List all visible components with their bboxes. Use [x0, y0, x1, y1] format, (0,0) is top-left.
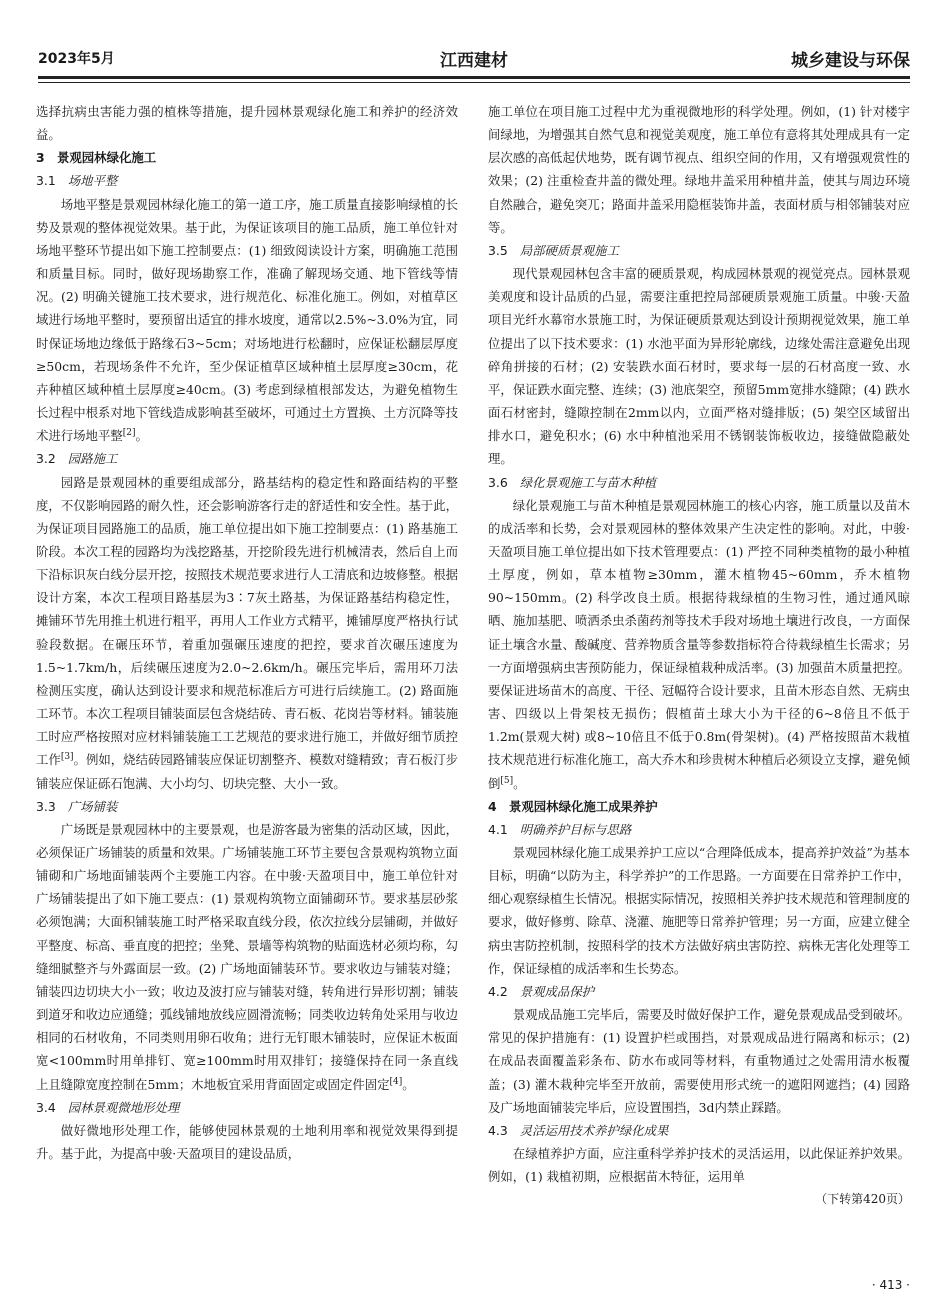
section-3-2-text-2: 。例如，烧结砖园路铺装应保证切割整齐、模数对缝精致；青石板汀步铺装应保证砾石饱满、大小均匀、切块完整、大小一致。: [36, 752, 459, 791]
section-3-2-text: 园路是景观园林的重要组成部分，路基结构的稳定性和路面结构的平整度，不仅影响园路的耐久性，还会影响游客行走的舒适性和安全性。基于此，为保证项目园路施工的品质，施工单位提出如下施工控制要点：(1) 路基施工阶段。本次工程的园路均为浅挖路基，开挖阶段先进行机械清表，然后自上而下沿标识灰白线分层开挖，按照技术规范要求进行人工清底和边坡修整。根据设计方案，本次工程项目路基层为3∶7灰土路基，为保证路基结构稳定性，摊铺环节先用推土机进行粗平，再用人工作业方式精平，摊铺厚度严格执行试验段数据。在碾压环节，着重加强碾压速度的把控，要求首次碾压速度为1.5~1.7km/h，后续碾压速度为2.0~2.6km/h。碾压完毕后，需用环刀法检测压实度，确认达到设计要求和规范标准后方可进行后续施工。(2) 路面施工环节。本次工程项目铺装面层包含烧结砖、青石板、花岗岩等材料。铺装施工时应严格按照对应材料铺装施工工艺规范的要求进行施工，并做好细节质控工作: [36, 474, 458, 768]
section-4-2-number: 4.2: [488, 983, 508, 999]
section-3-3-end: 。: [402, 1076, 415, 1092]
section-3-5-number: 3.5: [488, 242, 508, 258]
section-4-1-title: 明确养护目标与思路: [519, 821, 632, 837]
section-4-3-number: 4.3: [488, 1122, 508, 1138]
right-column: [488, 100, 910, 1212]
section-4-2-paragraph: 景观成品施工完毕后，需要及时做好保护工作，避免景观成品受到破坏。常见的保护措施有：(1) 设置护栏或围挡，对景观成品进行隔离和标示；(2) 在成品表面覆盖彩条布、防水布或同等材料，有重物通过之处需用清水板覆盖；(3) 灌木栽种完毕至开放前，需要使用形式统一的遮阳网遮挡；(4) 园路及广场地面铺装完毕后，应设置围挡，3d内禁止踩踏。: [488, 1007, 910, 1115]
section-4-3-heading: [488, 1119, 910, 1142]
header-rule-thin: [38, 82, 910, 83]
section-3-heading: 3 景观园林绿化施工: [36, 150, 157, 166]
section-3-6-text: 绿化景观施工与苗木种植是景观园林施工的核心内容，施工质量以及苗木的成活率和长势，会对景观园林的整体效果产生决定性的影响。对此，中骏·天盈项目施工单位提出如下技术管理要点：(1) 严控不同种类植物的最小种植土厚度，例如，草本植物≥30mm，灌木植物45~60mm，乔木植物90~150mm。(2) 科学改良土质。根据待栽绿植的生物习性，通过通风晾晒、施加基肥、喷洒杀虫杀菌药剂等技术手段对场地土壤进行改良，一方面保证土壤含水量、酸碱度、营养物质含量等参数指标符合待栽绿植生长需求；另一方面增强病虫害预防能力，保证绿植栽种成活率。(3) 加强苗木质量把控。要保证进场苗木的高度、干径、冠幅符合设计要求，且苗木形态自然、无病虫害、四级以上骨架枝无损伤；假植苗土球大小为干径的6~8倍且不低于1.2m(景观大树) 或8~10倍且不低于0.8m(骨架树)。(4) 严格按照苗木栽植技术规范进行标准化施工，高大乔木和珍贵树木种植后必须设立支撑，避免倾倒: [488, 497, 910, 791]
section-3-5-paragraph: 现代景观园林包含丰富的硬质景观，构成园林景观的视觉亮点。园林景观美观度和设计品质的凸显，需要注重把控局部硬质景观施工质量。中骏·天盈项目光纤水幕帘水景施工时，为保证硬质景观达到设计预期视觉效果，施工单位提出了以下技术要求：(1) 水池平面为异形轮廓线，边缘处需注意避免出现碎角拼接的石材；(2) 安装跌水面石材时，要求每一层的石材高度一致、水平，保证跌水面完整、连续；(3) 池底架空，预留5mm宽排水缝隙；(4) 跌水面石材密封，缝隙控制在2mm以内，立面严格对缝排版；(5) 架空区域留出排水口，避免积水；(6) 水中种植池采用不锈钢装饰板收边，接缝做隐蔽处理。: [488, 266, 910, 467]
section-4-1-heading: [488, 818, 910, 841]
section-3-3-text: 广场既是景观园林中的主要景观，也是游客最为密集的活动区域，因此，必须保证广场铺装的质量和效果。广场铺装施工环节主要包含景观构筑物立面铺砌和广场地面铺装两个主要施工内容。在中骏·天盈项目中，施工单位针对广场铺装提出了如下施工要点：(1) 景观构筑物立面铺砌环节。要求基层砂浆必须饱满；大面积铺装施工时严格采取直线分段，依次拉线分层铺砌，并做好平整度、标高、垂直度的把控；坐凳、景墙等构筑物的贴面选材必须均称，勾缝细腻整齐与外露面层一致。(2) 广场地面铺装环节。要求收边与铺装对缝；铺装四边切块大小一致；收边及波打应与铺装对缝，转角进行异形切割；铺装到道牙和收边应通缝；弧线铺地放线应圆滑流畅；同类收边转角处采用与收边相同的石材收角，不同类则用卵石收角；进行无钉眼木铺装时，应保证木板面宽<100mm时用单排钉、宽≥100mm时用双排钉；接缝保持在同一条直线上且缝隙宽度控制在5mm；木地板宜采用背面固定或固定件固定: [36, 821, 458, 1092]
section-3-1-end: 。: [135, 428, 148, 444]
section-4-2-heading: [488, 980, 910, 1003]
section-3-2-heading: [36, 447, 458, 470]
section-3-2-title: 园路施工: [67, 451, 118, 467]
citation-4: [4]: [389, 1076, 403, 1087]
section-4-2-title: 景观成品保护: [519, 983, 595, 999]
section-3-1-title: 场地平整: [67, 173, 118, 189]
issue-date: 2023年5月: [38, 51, 115, 67]
section-4-1-number: 4.1: [488, 821, 508, 837]
section-3-4-number: 3.4: [36, 1099, 56, 1115]
section-4-3-paragraph: 在绿植养护方面，应注重科学养护技术的灵活运用，以此保证养护效果。例如，(1) 栽植初期，应根据苗木特征，运用单: [488, 1146, 910, 1185]
left-column: [36, 100, 458, 1165]
section-3-3-title: 广场铺装: [67, 798, 118, 814]
section-3-6-title: 绿化景观施工与苗木种植: [519, 474, 657, 490]
section-3-5-title: 局部硬质景观施工: [519, 242, 619, 258]
section-3-3-number: 3.3: [36, 798, 56, 814]
page-number: · 413 ·: [871, 1278, 910, 1292]
section-3-4-title: 园林景观微地形处理: [67, 1099, 180, 1115]
section-3-4-paragraph: 做好微地形处理工作，能够使园林景观的土地利用率和视觉效果得到提升。基于此，为提高中骏·天盈项目的建设品质，: [36, 1122, 458, 1162]
section-3-2-number: 3.2: [36, 451, 56, 467]
citation-5: [5]: [500, 775, 514, 786]
continued-note: （下转第420页）: [815, 1192, 910, 1207]
section-3-6-heading: [488, 471, 910, 494]
section-4-heading: 4 景观园林绿化施工成果养护: [488, 798, 658, 814]
section-3-3-heading: [36, 795, 458, 818]
section-3-3-paragraph: [36, 818, 458, 1096]
citation-2: [2]: [122, 428, 136, 439]
section-4-1-paragraph: 景观园林绿化施工成果养护工应以“合理降低成本，提高养护效益”为基本目标，明确“以防为主，科学养护”的工作思路。一方面要在日常养护工作中，细心观察绿植生长情况。根据实际情况，按照相关养护技术规范和管理制度的要求，做好修剪、除草、浇灌、施肥等日常养护管理；另一方面，应建立健全病虫害防控机制，按照科学的技术方法做好病虫害防控、病株无害化处理等工作，保证绿植的成活率和生长势态。: [488, 845, 910, 976]
section-3-1-text: 场地平整是景观园林绿化施工的第一道工序，施工质量直接影响绿植的长势及景观的整体视觉效果。基于此，为保证该项目的施工品质，施工单位针对场地平整环节提出如下施工控制要点：(1) 细致阅读设计方案，明确施工范围和质量目标。同时，做好现场勘察工作，准确了解现场交通、地下管线等情况。(2) 明确关键施工技术要求，进行规范化、标准化施工。例如，对植草区域进行场地平整时，要预留出适宜的排水坡度，通常以2.5%~3.0%为宜，同时保证场地边缘低于路缘石3~5cm；对场地进行松翻时，应保证松翻层厚度≥50cm，若现场条件不允许，至少保证植草区域种植土层厚度≥30cm，花卉种植区域种植土层厚度≥40cm。(3) 考虑到绿植根部发达，为避免植物生长过程中根系对地下管线造成影响甚至破坏，可通过土方置换、土方沉降等技术进行场地平整: [36, 196, 458, 444]
section-3-6-paragraph: [488, 494, 910, 795]
section-3-2-paragraph: [36, 471, 458, 795]
section-3-1-number: 3.1: [36, 173, 56, 189]
section-4-3-title: 灵活运用技术养护绿化成果: [519, 1122, 669, 1138]
section-3-4-heading: [36, 1096, 458, 1119]
page-header: [38, 48, 910, 74]
citation-3: [3]: [60, 752, 74, 763]
section-3-1-paragraph: [36, 193, 458, 448]
journal-name: 江西建材: [440, 51, 508, 71]
header-rule-thick: [38, 76, 910, 79]
section-3-1-heading: [36, 169, 458, 192]
section-3-4-continued-paragraph: 施工单位在项目施工过程中尤为重视微地形的科学处理。例如，(1) 针对楼宇间绿地，为增强其自然气息和视觉美观度，施工单位有意将其处理成具有一定层次感的高低起伏地势，既有调节视点、组织空间的作用，又有增强观赏性的效果；(2) 注重检查井盖的微处理。绿地井盖采用种植井盖，使其与周边环境自然融合，避免突兀；路面井盖采用隐框装饰井盖，表面材质与相邻铺装对应等。: [488, 104, 910, 235]
section-3-6-number: 3.6: [488, 474, 508, 490]
section-name: 城乡建设与环保: [791, 51, 910, 71]
section-3-5-heading: [488, 239, 910, 262]
intro-paragraph: 选择抗病虫害能力强的植株等措施，提升园林景观绿化施工和养护的经济效益。: [36, 104, 458, 143]
section-3-6-end: 。: [513, 775, 526, 791]
